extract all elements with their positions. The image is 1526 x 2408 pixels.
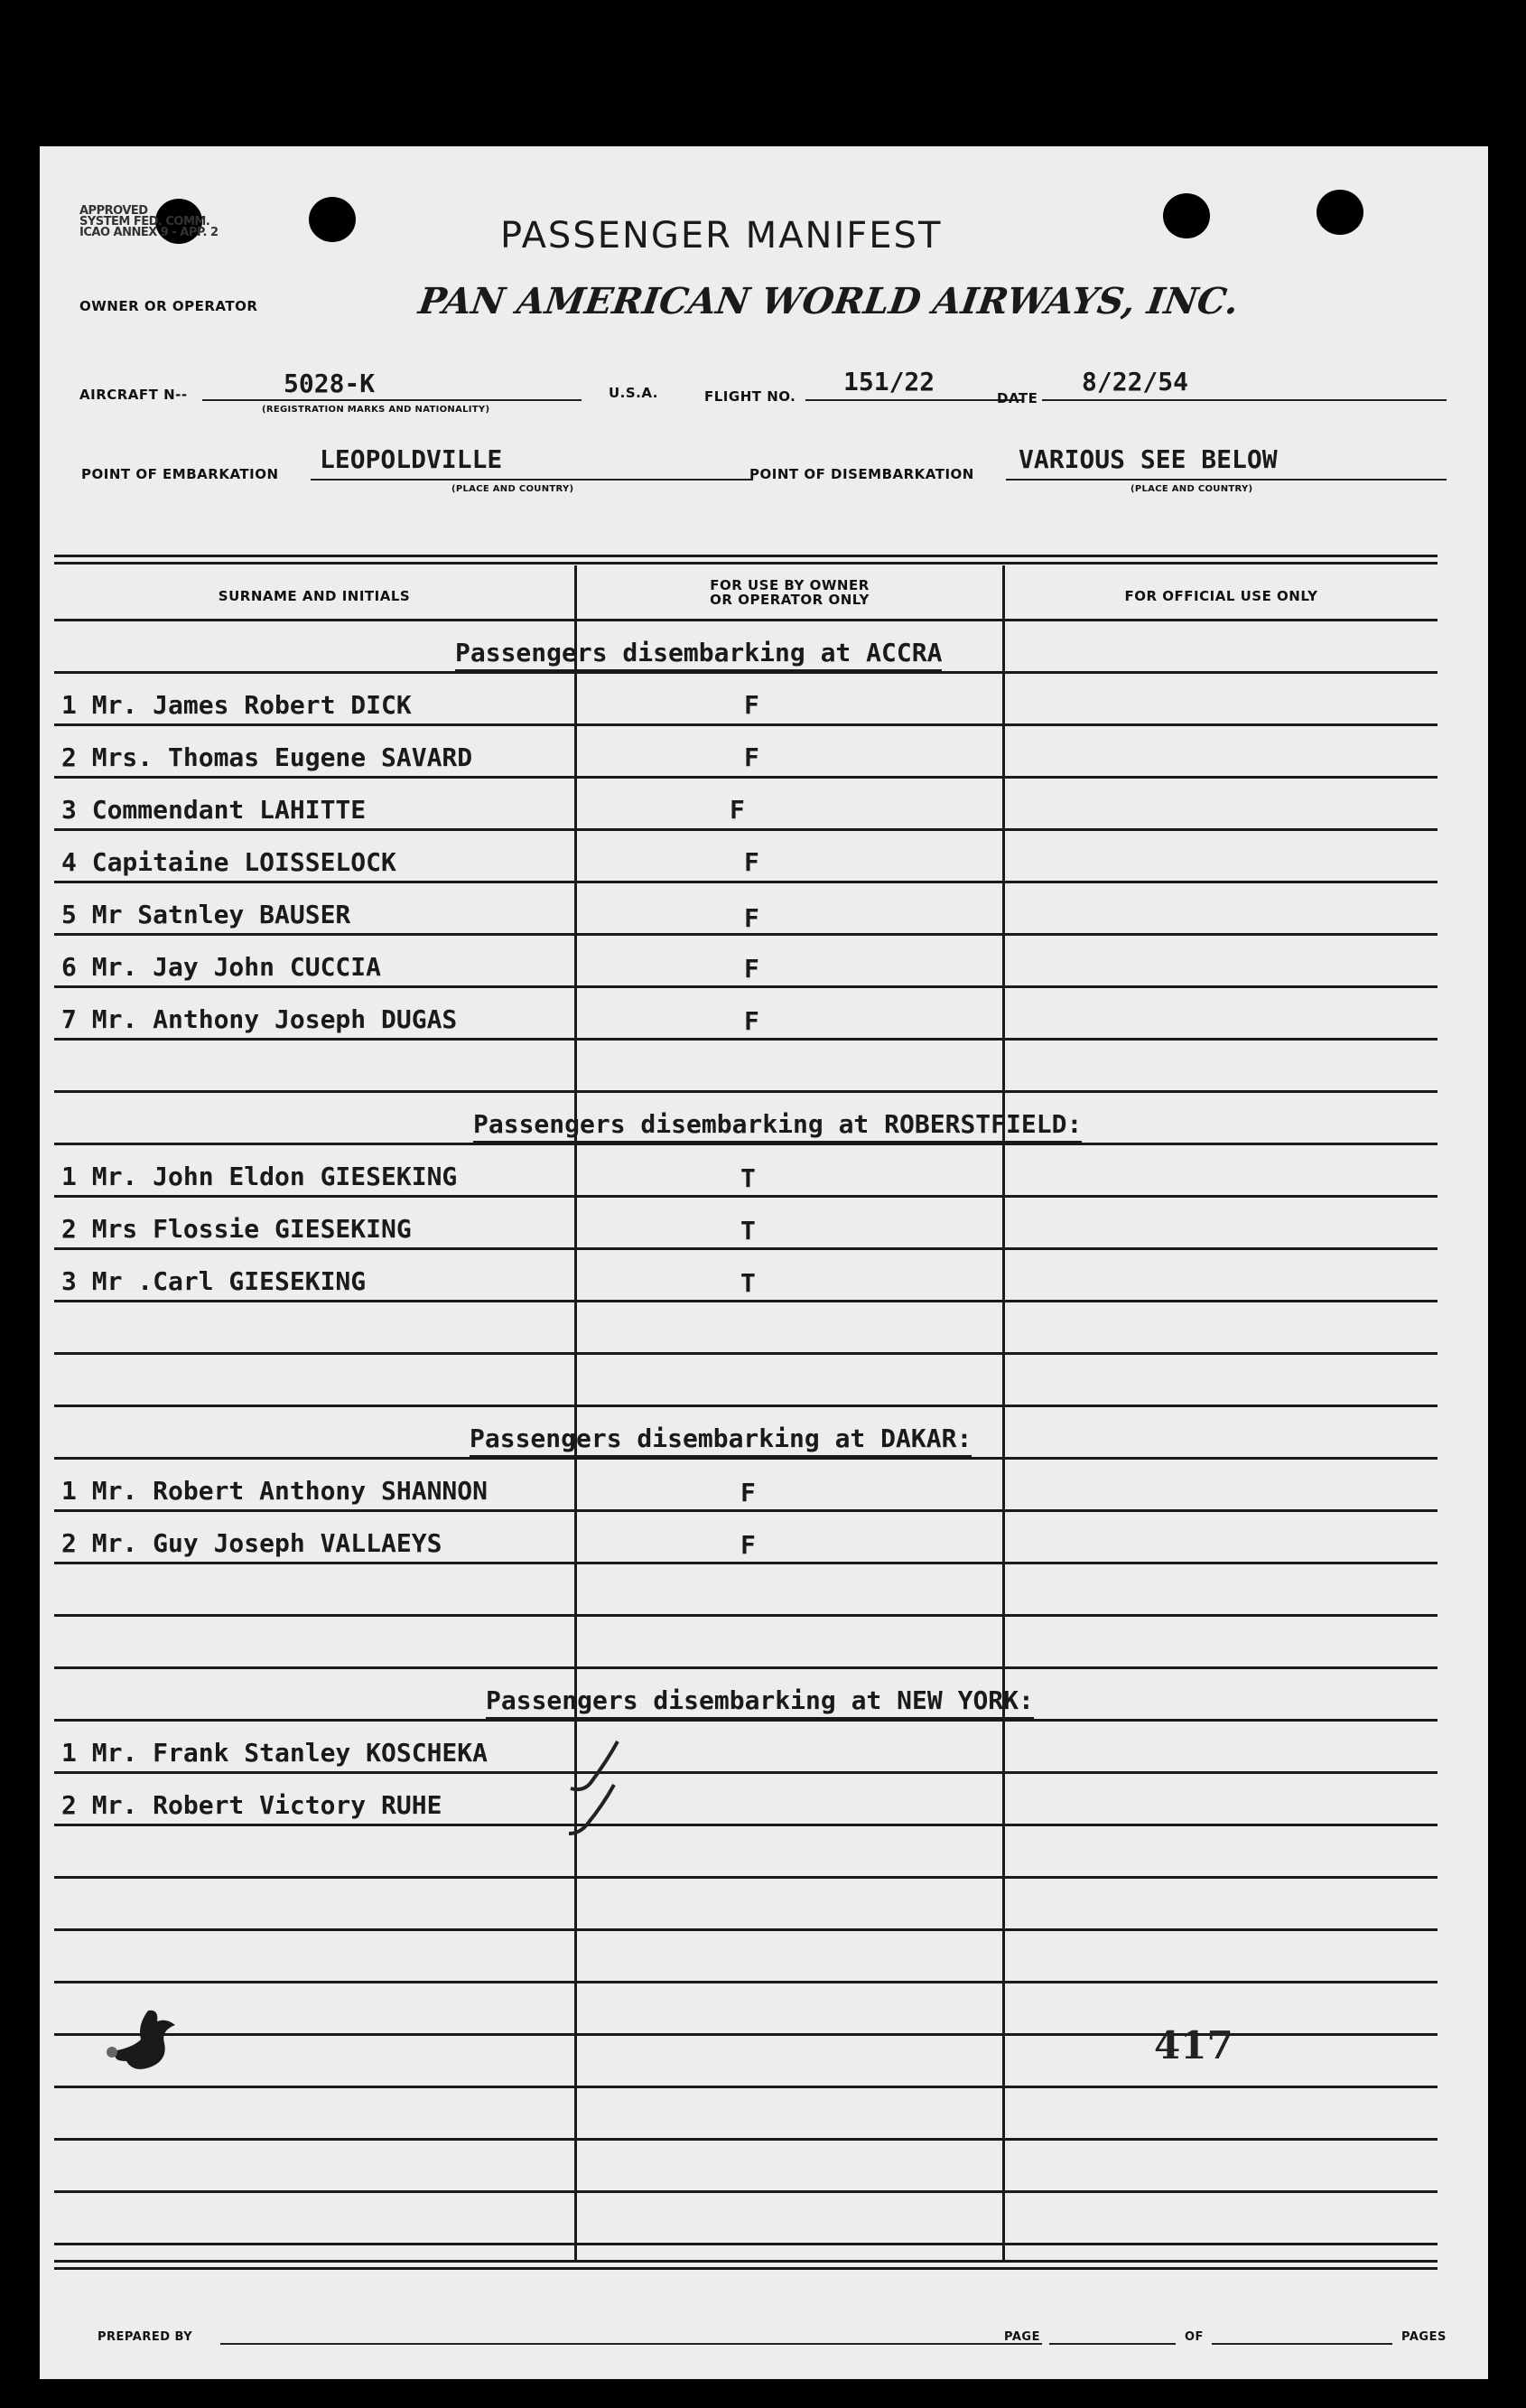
- page-underline: [1049, 2343, 1176, 2345]
- airline-name: PAN AMERICAN WORLD AIRWAYS, INC.: [415, 280, 1242, 322]
- passenger-code: F: [740, 1478, 756, 1507]
- passenger-name: 2 Mrs. Thomas Eugene SAVARD: [61, 742, 473, 772]
- punch-hole-2: [309, 197, 356, 242]
- embark-label: POINT OF EMBARKATION: [81, 466, 279, 482]
- passenger-code: F: [744, 954, 759, 984]
- checkmark-icon: [563, 1736, 636, 1835]
- column-divider-1: [574, 565, 577, 2262]
- passenger-name: 1 Mr. Robert Anthony SHANNON: [61, 1476, 489, 1506]
- approval-line-3: ICAO ANNEX 9 - APP. 2: [79, 226, 219, 239]
- disembark-underline: [1006, 479, 1447, 481]
- row-line: [54, 619, 1438, 621]
- row-line: [54, 1771, 1438, 1774]
- section-heading-accra: Passengers disembarking at ACCRA: [455, 638, 942, 672]
- passenger-name: 4 Capitaine LOISSELOCK: [61, 847, 396, 877]
- date-underline: [1042, 399, 1447, 401]
- row-line: [54, 2086, 1438, 2088]
- aircraft-value: 5028-K: [284, 369, 376, 398]
- embark-caption: (PLACE AND COUNTRY): [451, 484, 574, 494]
- embark-underline: [311, 479, 753, 481]
- footer-rule-bottom: [54, 2267, 1438, 2270]
- col-header-owner-use-line-1: FOR USE BY OWNER: [710, 577, 870, 593]
- passenger-name: 6 Mr. Jay John CUCCIA: [61, 952, 382, 982]
- usa-label: U.S.A.: [609, 385, 658, 401]
- approval-line-2: SYSTEM FED. COMM.: [79, 215, 210, 229]
- row-line: [54, 881, 1438, 883]
- row-line: [54, 776, 1438, 779]
- row-line: [54, 828, 1438, 831]
- row-line: [54, 1876, 1438, 1879]
- approval-line-1: APPROVED: [79, 204, 148, 218]
- date-value: 8/22/54: [1082, 367, 1189, 397]
- section-heading-new-york: Passengers disembarking at NEW YORK:: [486, 1685, 1034, 1720]
- passenger-name: 1 Mr. Frank Stanley KOSCHEKA: [61, 1738, 489, 1768]
- aircraft-underline: [202, 399, 582, 401]
- page-number: 417: [1154, 2023, 1233, 2067]
- row-line: [54, 1195, 1438, 1198]
- row-line: [54, 1405, 1438, 1407]
- row-line: [54, 1562, 1438, 1564]
- row-line: [54, 985, 1438, 988]
- col-header-surname: SURNAME AND INITIALS: [218, 588, 411, 604]
- flight-label: FLIGHT NO.: [704, 388, 796, 405]
- of-underline: [1212, 2343, 1392, 2345]
- footer-rule-top: [54, 2260, 1438, 2263]
- row-line: [54, 1509, 1438, 1512]
- owner-label: OWNER OR OPERATOR: [79, 298, 258, 314]
- passenger-name: 5 Mr Satnley BAUSER: [61, 900, 351, 929]
- page-label: PAGE: [1004, 2330, 1040, 2344]
- passenger-name: 3 Commendant LAHITTE: [61, 795, 367, 825]
- col-header-owner-use-line-2: OR OPERATOR ONLY: [710, 592, 870, 608]
- approval-stamp: [79, 206, 219, 238]
- date-label: DATE: [997, 390, 1038, 406]
- flight-value: 151/22: [843, 367, 935, 397]
- passenger-code: F: [730, 795, 745, 825]
- pages-label: PAGES: [1401, 2330, 1447, 2344]
- passenger-name: 1 Mr. James Robert DICK: [61, 690, 412, 720]
- aircraft-label: AIRCRAFT N--: [79, 387, 188, 403]
- form-title: PASSENGER MANIFEST: [500, 215, 943, 257]
- header-rule-top: [54, 555, 1438, 557]
- passenger-code: F: [744, 1006, 759, 1036]
- of-label: OF: [1185, 2330, 1204, 2344]
- row-line: [54, 723, 1438, 726]
- row-line: [54, 1928, 1438, 1931]
- row-line: [54, 1981, 1438, 1983]
- punch-hole-3: [1163, 193, 1210, 238]
- prepared-by-underline: [220, 2343, 1042, 2345]
- passenger-code: F: [744, 847, 759, 877]
- column-divider-2: [1002, 565, 1005, 2262]
- flight-underline: [805, 399, 1022, 401]
- col-header-official: FOR OFFICIAL USE ONLY: [1124, 588, 1318, 604]
- passenger-code: F: [744, 903, 759, 933]
- row-line: [54, 1090, 1438, 1093]
- row-line: [54, 1300, 1438, 1302]
- section-heading-dakar: Passengers disembarking at DAKAR:: [470, 1423, 972, 1458]
- registration-caption: (REGISTRATION MARKS AND NATIONALITY): [262, 405, 490, 415]
- row-line: [54, 2190, 1438, 2193]
- passenger-name: 3 Mr .Carl GIESEKING: [61, 1266, 367, 1296]
- passenger-name: 2 Mr. Guy Joseph VALLAEYS: [61, 1528, 442, 1558]
- ink-smudge-icon: [94, 2007, 193, 2079]
- passenger-name: 2 Mrs Flossie GIESEKING: [61, 1214, 412, 1244]
- disembark-caption: (PLACE AND COUNTRY): [1131, 484, 1253, 494]
- row-line: [54, 2138, 1438, 2141]
- disembark-label: POINT OF DISEMBARKATION: [749, 466, 974, 482]
- row-line: [54, 933, 1438, 936]
- manifest-sheet: [40, 146, 1488, 2379]
- prepared-by-label: PREPARED BY: [98, 2330, 193, 2344]
- passenger-code: T: [740, 1163, 756, 1193]
- row-line: [54, 1352, 1438, 1355]
- section-heading-robertsfield: Passengers disembarking at ROBERSTFIELD:: [473, 1109, 1082, 1143]
- embark-value: LEOPOLDVILLE: [320, 444, 503, 474]
- punch-hole-4: [1317, 190, 1363, 235]
- header-rule-bottom: [54, 562, 1438, 565]
- row-line: [54, 1614, 1438, 1617]
- passenger-name: 7 Mr. Anthony Joseph DUGAS: [61, 1004, 458, 1034]
- row-line: [54, 1824, 1438, 1826]
- row-line: [54, 1038, 1438, 1041]
- row-line: [54, 1247, 1438, 1250]
- row-line: [54, 2243, 1438, 2245]
- passenger-code: F: [744, 742, 759, 772]
- row-line: [54, 1666, 1438, 1669]
- col-header-owner-use: [577, 578, 1002, 607]
- passenger-code: F: [740, 1530, 756, 1560]
- passenger-code: F: [744, 690, 759, 720]
- disembark-value: VARIOUS SEE BELOW: [1019, 444, 1278, 474]
- passenger-code: T: [740, 1216, 756, 1246]
- passenger-name: 2 Mr. Robert Victory RUHE: [61, 1790, 442, 1820]
- passenger-code: T: [740, 1268, 756, 1298]
- passenger-name: 1 Mr. John Eldon GIESEKING: [61, 1162, 458, 1191]
